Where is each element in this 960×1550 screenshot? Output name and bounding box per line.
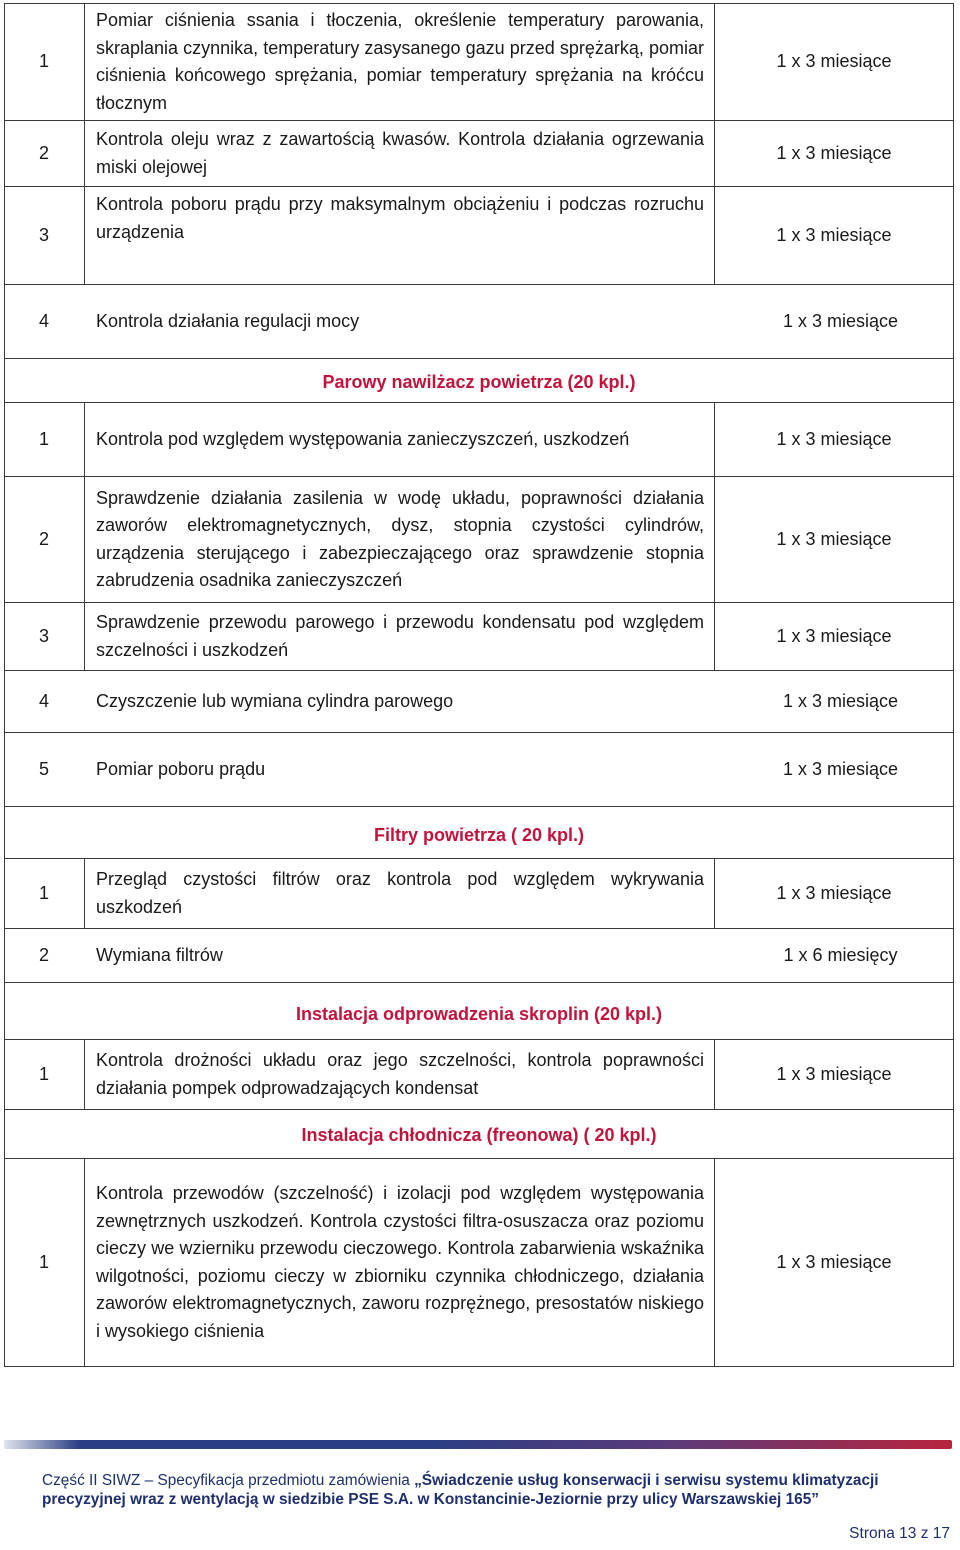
task-frequency: 1 x 3 miesiące (715, 477, 954, 603)
task-description: Pomiar poboru prądu (96, 758, 266, 779)
footer-divider-bar (4, 1440, 952, 1449)
row-number: 1 (5, 859, 85, 929)
task-description: Kontrola drożności układu oraz jego szczelności, kontrola poprawności działania pompek odprowadzających kondensat (85, 1040, 715, 1110)
task-description: Sprawdzenie działania zasilenia w wodę układu, poprawności działania zaworów elektromagnetycznych, dysz, stopnia czystości cylindrów, urządzenia sterującego i zabezpieczającego oraz sprawdzenie stopnia zabrudzenia osadnika zanieczyszczeń (85, 477, 715, 603)
footer-contract-title: „Świadczenie usług konserwacji i serwisu systemu klimatyzacji precyzyjnej wraz z wentylacją w siedzibie PSE S.A. w Konstancinie-Jeziornie przy ulicy Warszawskiej 165” (42, 1472, 879, 1508)
task-frequency: 1 x 3 miesiące (715, 603, 954, 671)
merged-row (5, 929, 954, 983)
page-number: Strona 13 z 17 (849, 1525, 950, 1542)
table-row (5, 4, 954, 121)
row-number: 1 (5, 1159, 85, 1367)
table-row (5, 733, 954, 807)
task-description: Kontrola poboru prądu przy maksymalnym obciążeniu i podczas rozruchu urządzenia (85, 187, 715, 285)
table-row (5, 671, 954, 733)
task-description: Kontrola oleju wraz z zawartością kwasów. Kontrola działania ogrzewania miski olejowej (85, 121, 715, 187)
task-frequency: 1 x 3 miesiące (782, 758, 899, 779)
table-row (5, 285, 954, 359)
task-frequency: 1 x 3 miesiące (715, 4, 954, 121)
table-row (5, 1159, 954, 1367)
section-header-row (5, 983, 954, 1040)
footer-prefix: Część II SIWZ – Specyfikacja przedmiotu zamówienia (42, 1472, 410, 1489)
task-description: Kontrola działania regulacji mocy (96, 310, 360, 331)
task-description: Pomiar ciśnienia ssania i tłoczenia, określenie temperatury parowania, skraplania czynnika, temperatury zasysanego gazu przed sprężarką, pomiar ciśnienia końcowego sprężania, pomiar temperatury sprężania na króćcu tłocznym (85, 4, 715, 121)
table-row (5, 1040, 954, 1110)
table-row (5, 121, 954, 187)
task-frequency: 1 x 3 miesiące (715, 859, 954, 929)
merged-row (5, 671, 954, 733)
table-row (5, 477, 954, 603)
row-number: 1 (5, 4, 85, 121)
task-frequency: 1 x 3 miesiące (715, 403, 954, 477)
row-number: 3 (5, 603, 85, 671)
table-row (5, 603, 954, 671)
row-number: 5 (39, 758, 50, 779)
row-number: 2 (5, 121, 85, 187)
task-frequency: 1 x 3 miesiące (715, 121, 954, 187)
section-header-row (5, 359, 954, 403)
table-row (5, 859, 954, 929)
row-number: 1 (5, 1040, 85, 1110)
table-row (5, 187, 954, 285)
row-number: 4 (39, 690, 50, 711)
section-title-humidifier: Parowy nawilżacz powietrza (20 kpl.) (5, 359, 954, 403)
section-title-filters: Filtry powietrza ( 20 kpl.) (5, 807, 954, 859)
task-frequency: 1 x 3 miesiące (715, 1040, 954, 1110)
merged-row (5, 733, 954, 807)
row-number: 4 (39, 310, 50, 331)
row-number: 2 (39, 944, 50, 965)
row-number: 2 (5, 477, 85, 603)
section-title-cooling: Instalacja chłodnicza (freonowa) ( 20 kpl.) (5, 1110, 954, 1159)
row-number: 3 (5, 187, 85, 285)
table-row (5, 929, 954, 983)
task-frequency: 1 x 3 miesiące (782, 690, 899, 711)
table-row (5, 403, 954, 477)
footer-document-title (42, 1471, 954, 1509)
task-frequency: 1 x 6 miesięcy (783, 944, 898, 965)
section-title-condensate: Instalacja odprowadzenia skroplin (20 kpl.) (5, 983, 954, 1040)
row-number: 1 (5, 403, 85, 477)
task-description: Kontrola pod względem występowania zanieczyszczeń, uszkodzeń (85, 403, 715, 477)
task-frequency: 1 x 3 miesiące (782, 310, 899, 331)
task-description: Sprawdzenie przewodu parowego i przewodu kondensatu pod względem szczelności i uszkodzeń (85, 603, 715, 671)
maintenance-schedule-table (4, 3, 954, 1367)
task-description: Wymiana filtrów (96, 944, 223, 965)
task-frequency: 1 x 3 miesiące (715, 187, 954, 285)
task-description: Czyszczenie lub wymiana cylindra parowego (96, 690, 454, 711)
task-description: Przegląd czystości filtrów oraz kontrola pod względem wykrywania uszkodzeń (85, 859, 715, 929)
section-header-row (5, 807, 954, 859)
task-frequency: 1 x 3 miesiące (715, 1159, 954, 1367)
task-description: Kontrola przewodów (szczelność) i izolacji pod względem występowania zewnętrznych uszkodzeń. Kontrola czystości filtra-osuszacza oraz poziomu cieczy we wzierniku przewodu cieczowego. Kontrola zabarwienia wskaźnika wilgotności, poziomu cieczy w zbiorniku czynnika chłodniczego, działania zaworów elektromagnetycznych, zaworu rozprężnego, presostatów niskiego i wysokiego ciśnienia (85, 1159, 715, 1367)
merged-row (5, 285, 954, 359)
section-header-row (5, 1110, 954, 1159)
